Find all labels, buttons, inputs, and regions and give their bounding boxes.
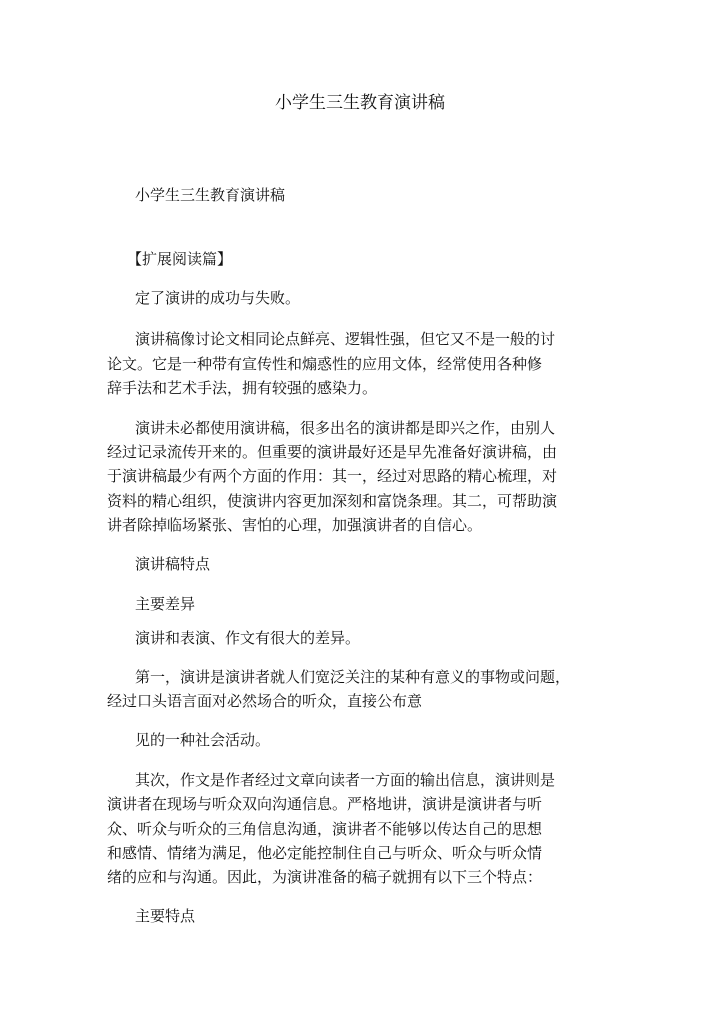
paragraph-line: 绪的应和与沟通。因此，为演讲准备的稿子就拥有以下三个特点： <box>107 868 543 886</box>
document-title: 小学生三生教育演讲稿 <box>275 93 445 113</box>
paragraph-line: 第一，演讲是演讲者就人们宽泛关注的某种有意义的事物或问题， <box>135 668 571 686</box>
paragraph-line: 资料的精心组织，使演讲内容更加深刻和富饶条理。其二，可帮助演 <box>107 492 558 510</box>
section-heading: 演讲稿特点 <box>135 555 211 573</box>
paragraph-line: 讲者除掉临场紧张、害怕的心理，加强演讲者的自信心。 <box>107 516 483 534</box>
paragraph-line: 经过记录流传开来的。但重要的演讲最好还是早先准备好演讲稿，由 <box>107 443 558 461</box>
section-heading: 主要差异 <box>135 595 196 613</box>
paragraph-line: 其次，作文是作者经过文章向读者一方面的输出信息，演讲则是 <box>135 771 556 789</box>
paragraph-line: 经过口头语言面对必然场合的听众，直接公布意 <box>107 692 423 710</box>
section-heading: 主要特点 <box>135 907 196 925</box>
paragraph-line: 定了演讲的成功与失败。 <box>135 289 301 307</box>
paragraph-line: 和感情、情绪为满足，他必定能控制住自己与听众、听众与听众情 <box>107 844 543 862</box>
paragraph-line: 论文。它是一种带有宣传性和煽惑性的应用文体，经常使用各种修 <box>107 355 543 373</box>
paragraph-line: 见的一种社会活动。 <box>135 731 271 749</box>
section-tag: 【扩展阅读篇】 <box>127 250 233 268</box>
paragraph-line: 演讲稿像讨论文相同论点鲜亮、逻辑性强，但它又不是一般的讨 <box>135 330 556 348</box>
document-subtitle: 小学生三生教育演讲稿 <box>135 186 286 204</box>
paragraph-line: 众、听众与听众的三角信息沟通，演讲者不能够以传达自己的思想 <box>107 820 543 838</box>
paragraph-line: 演讲和表演、作文有很大的差异。 <box>135 629 361 647</box>
paragraph-line: 辞手法和艺术手法，拥有较强的感染力。 <box>107 379 378 397</box>
paragraph-line: 于演讲稿最少有两个方面的作用：其一，经过对思路的精心梳理，对 <box>107 467 558 485</box>
paragraph-line: 演讲未必都使用演讲稿，很多出名的演讲都是即兴之作，由别人 <box>135 419 556 437</box>
paragraph-line: 演讲者在现场与听众双向沟通信息。严格地讲，演讲是演讲者与听 <box>107 795 543 813</box>
